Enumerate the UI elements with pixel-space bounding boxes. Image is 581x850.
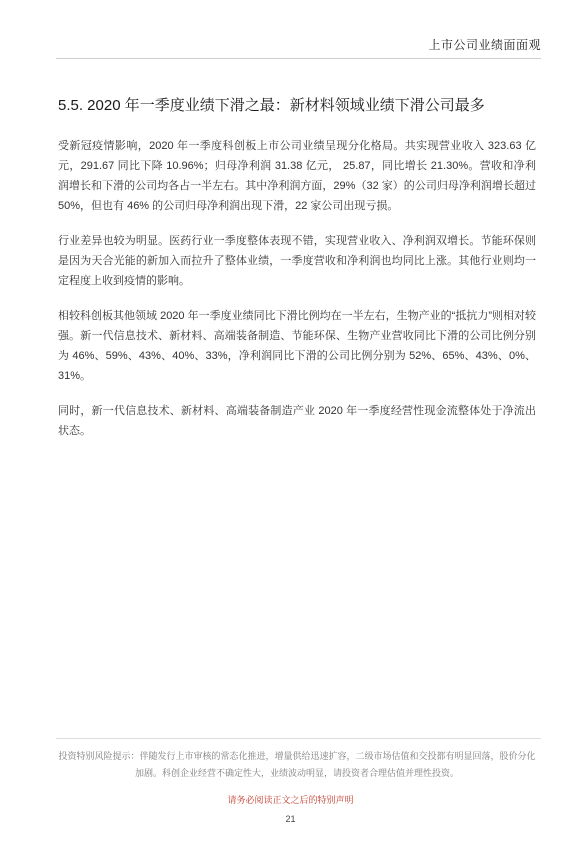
page-number: 21 <box>285 814 296 824</box>
special-declaration-notice: 请务必阅读正文之后的特别声明 <box>227 795 354 805</box>
footer-divider <box>56 738 541 739</box>
report-header-title: 上市公司业绩面面观 <box>428 38 541 52</box>
paragraph: 同时，新一代信息技术、新材料、高端装备制造产业 2020 年一季度经营性现金流整体处于净流出状态。 <box>58 405 536 437</box>
header-divider <box>56 58 541 59</box>
paragraph: 受新冠疫情影响，2020 年一季度科创板上市公司业绩呈现分化格局。共实现营业收入 323.63 亿元，291.67 同比下降 10.96%；归母净利润 31.38 亿元， 25.87，同比增长 21.30%。营收和净利润增长和下滑的公司均各占一半左右。其中净利润方面，29%（32 家）的公司归母净利润增长超过 50%，但也有 46% 的公司归母净利润出现下滑，22 家公司出现亏损。 <box>58 140 536 212</box>
paragraph: 行业差异也较为明显。医药行业一季度整体表现不错，实现营业收入、净利润双增长。节能环保则是因为天合光能的新加入而拉升了整体业绩，一季度营收和净利润也均同比上涨。其他行业则均一定程度上收到疫情的影响。 <box>58 235 536 287</box>
body-text <box>58 136 536 456</box>
section-title: 5.5. 2020 年一季度业绩下滑之最：新材料领域业绩下滑公司最多 <box>58 97 485 114</box>
risk-disclaimer: 投资特别风险提示：伴随发行上市审核的常态化推进，增量供给迅速扩容，二级市场估值和交投都有明显回落，股价分化加剧。科创企业经营不确定性大，业绩波动明显，请投资者合理估值并理性投资。 <box>58 751 536 778</box>
paragraph: 相较科创板其他领域 2020 年一季度业绩同比下滑比例均在一半左右，生物产业的“抵抗力”则相对较强。新一代信息技术、新材料、高端装备制造、节能环保、生物产业营收同比下滑的公司比例分别为 46%、59%、43%、40%、33%，净利润同比下滑的公司比例分别为 52%、65%、43%、0%、31%。 <box>58 310 536 382</box>
